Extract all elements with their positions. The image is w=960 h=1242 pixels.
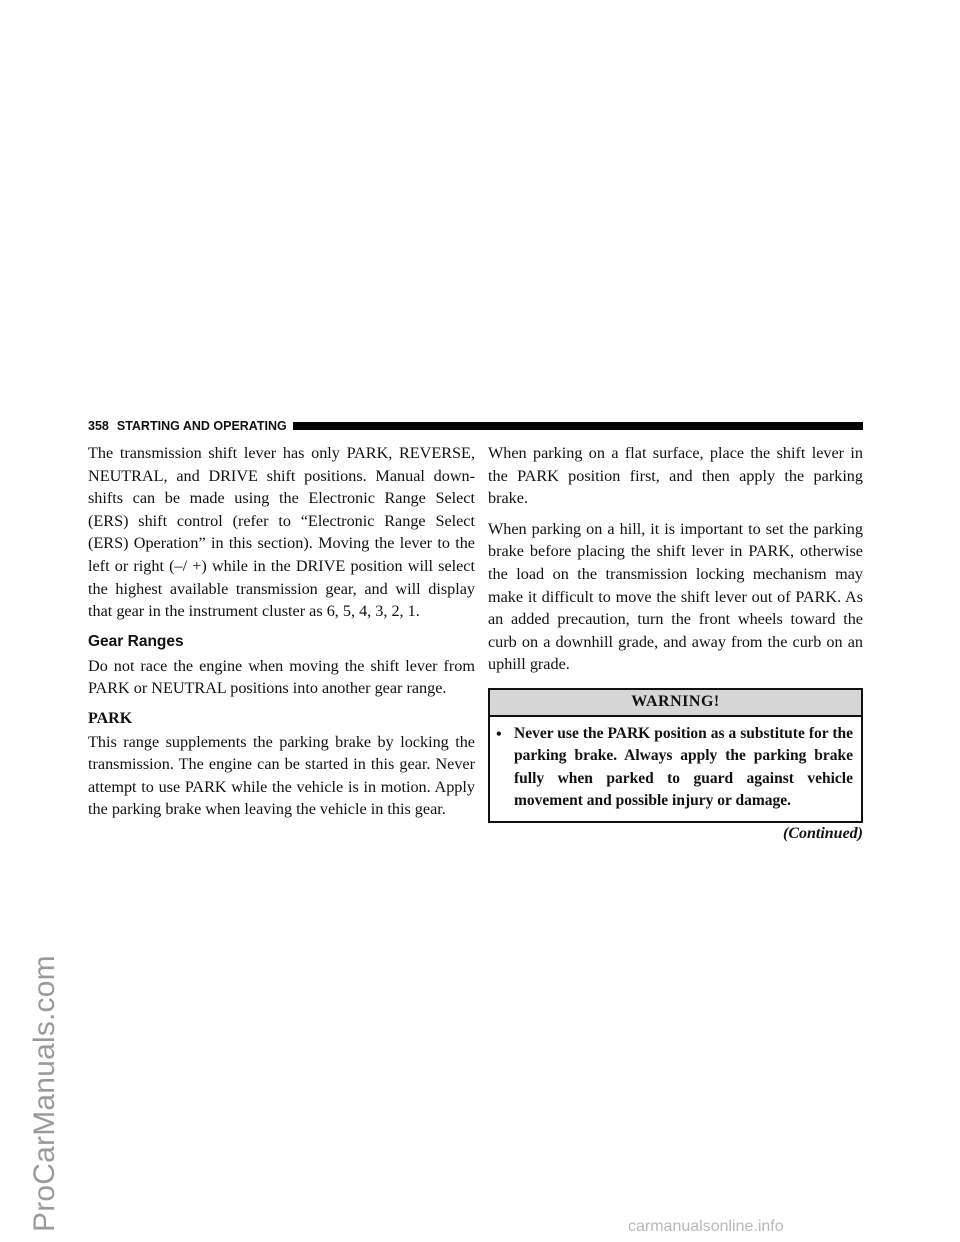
gear-ranges-heading: Gear Ranges <box>88 632 184 650</box>
intro-paragraph: The transmission shift lever has only PARK, REVERSE, NEUTRAL, and DRIVE shift positions. Manual down-shifts can be made using the Electronic Range Select (ERS) shift control (refer to “Electronic Range Select (ERS) Operation” in this section). Moving the lever to the left or right (–/ +) while in the DRIVE position will select the highest available transmission gear, and will display that gear in the instrument cluster as 6, 5, 4, 3, 2, 1. <box>88 444 475 621</box>
hill-paragraph: When parking on a hill, it is important to set the parking brake before placing the shift lever in PARK, otherwise the load on the transmission locking mechanism may make it difficult to move the shift lever out of PARK. As an added precaution, turn the front wheels toward the curb on a downhill grade, and away from the curb on an uphill grade. <box>488 519 863 674</box>
warning-body <box>490 717 861 821</box>
section-title: STARTING AND OPERATING <box>116 419 287 433</box>
right-column <box>488 442 863 846</box>
warning-box <box>488 688 863 823</box>
bottom-watermark: carmanualsonline.info <box>628 1218 784 1235</box>
page-header <box>88 418 863 434</box>
warning-title: WARNING! <box>490 690 861 717</box>
continued-label: (Continued) <box>782 824 863 842</box>
warning-text: Never use the PARK position as a substitute for the parking brake. Always apply the parking brake fully when parked to guard against vehicle movement and possible injury or damage. <box>514 724 853 810</box>
flat-surface-paragraph: When parking on a flat surface, place the shift lever in the PARK position first, and then apply the parking brake. <box>488 444 863 508</box>
header-rule <box>293 422 863 430</box>
bullet-icon: • <box>496 724 502 743</box>
park-heading: PARK <box>88 709 133 727</box>
left-column <box>88 442 475 829</box>
page-number: 358 <box>88 419 109 433</box>
side-watermark: ProCarManuals.com <box>28 955 61 1232</box>
park-paragraph: This range supplements the parking brake by locking the transmission. The engine can be started in this gear. Never attempt to use PARK while the vehicle is in motion. Apply the parking brake when leaving the vehicle in this gear. <box>88 732 475 819</box>
gear-ranges-paragraph: Do not race the engine when moving the shift lever from PARK or NEUTRAL positions into another gear range. <box>88 656 475 698</box>
